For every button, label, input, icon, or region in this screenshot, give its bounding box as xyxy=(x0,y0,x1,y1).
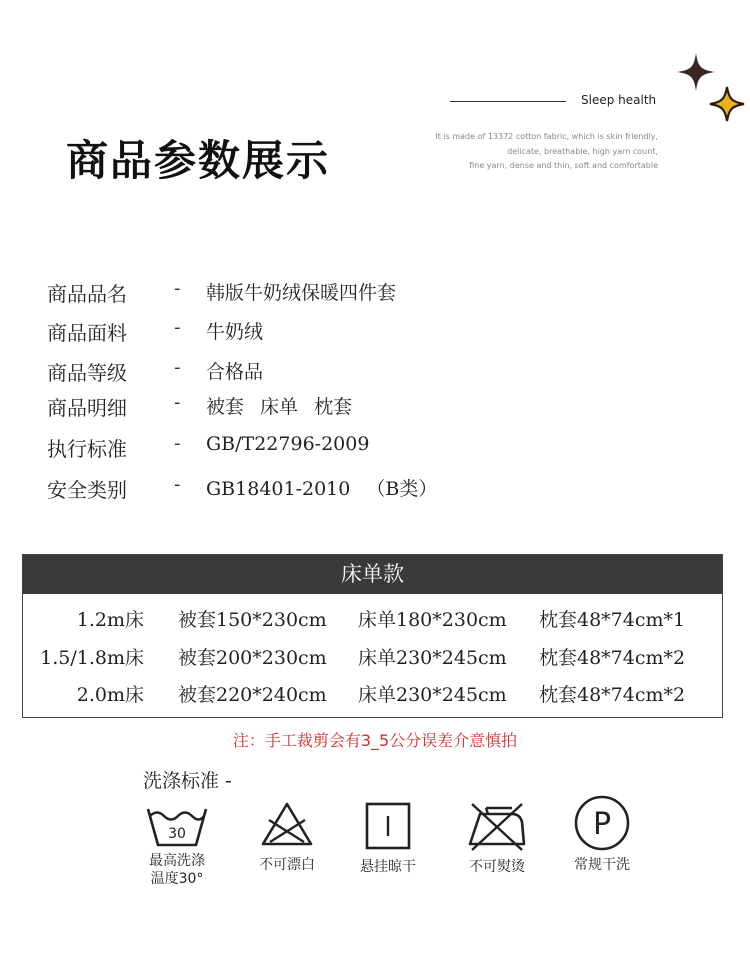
pillowcase-size-cell: 枕套48*74cm*1 xyxy=(539,609,686,631)
sheet-size-cell: 床单230*245cm xyxy=(358,684,507,706)
sheet-size-cell: 床单230*245cm xyxy=(358,647,507,669)
dry-clean-letter: P xyxy=(592,807,612,842)
tagline-divider xyxy=(450,101,566,102)
wash-temp-label xyxy=(146,852,208,888)
no-bleach-label: 不可漂白 xyxy=(259,857,315,873)
table-row xyxy=(23,677,722,713)
param-row-safety xyxy=(0,472,750,502)
hang-dry-label: 悬挂晾干 xyxy=(360,859,416,875)
param-dash: - xyxy=(174,317,181,338)
no-iron-icon xyxy=(466,800,528,852)
param-dash: - xyxy=(174,357,181,378)
description-line: delicate, breathable, high yarn count, xyxy=(507,146,658,156)
page-title: 商品参数展示 xyxy=(66,136,331,185)
wash-30-icon xyxy=(146,803,208,849)
param-label: 执行标准 xyxy=(47,437,127,461)
tagline: Sleep health xyxy=(581,93,657,107)
param-label: 商品品名 xyxy=(47,282,127,306)
param-row-details xyxy=(0,390,750,420)
washing-title: 洗涤标准 - xyxy=(143,770,232,792)
param-row-name xyxy=(0,276,750,306)
description-line: fine yarn, dense and thin, soft and comfortable xyxy=(469,161,658,170)
param-dash: - xyxy=(174,278,181,299)
param-label: 商品面料 xyxy=(47,321,127,345)
no-iron-label: 不可熨烫 xyxy=(469,859,525,875)
bed-size-cell: 1.2m床 xyxy=(76,609,144,631)
param-dash: - xyxy=(174,474,181,495)
wash-label-line: 温度30° xyxy=(150,871,204,887)
param-dash: - xyxy=(174,433,181,454)
no-bleach-icon xyxy=(260,800,314,848)
product-parameters xyxy=(0,272,750,512)
table-row xyxy=(23,640,722,676)
bed-size-cell: 2.0m床 xyxy=(76,684,144,706)
dry-clean-p-icon xyxy=(573,794,631,852)
size-table xyxy=(22,554,723,718)
param-dash: - xyxy=(174,392,181,413)
pillowcase-size-cell: 枕套48*74cm*2 xyxy=(539,684,686,706)
param-value: 牛奶绒 xyxy=(206,321,264,343)
param-value: 被套 床单 枕套 xyxy=(206,396,353,418)
param-label: 商品明细 xyxy=(47,396,127,420)
header-description xyxy=(420,130,658,174)
gold-star-icon xyxy=(708,85,746,123)
param-value: GB/T22796-2009 xyxy=(206,433,370,455)
param-row-standard xyxy=(0,431,750,461)
param-value: GB18401-2010 （B类） xyxy=(206,478,438,500)
description-line: It is made of 13372 cotton fabric, which is skin friendly, xyxy=(435,132,658,141)
size-table-title: 床单款 xyxy=(23,555,722,594)
duvet-size-cell: 被套200*230cm xyxy=(178,647,327,669)
pillowcase-size-cell: 枕套48*74cm*2 xyxy=(539,647,686,669)
error-note: 注：手工裁剪会有3_5公分误差介意慎拍 xyxy=(232,731,518,750)
param-label: 安全类别 xyxy=(47,478,127,502)
wash-label-line: 最高洗涤 xyxy=(149,853,205,869)
bed-size-cell: 1.5/1.8m床 xyxy=(40,647,144,669)
sheet-size-cell: 床单180*230cm xyxy=(358,609,507,631)
param-value: 合格品 xyxy=(206,361,264,383)
param-value: 韩版牛奶绒保暖四件套 xyxy=(206,282,397,304)
hang-dry-icon xyxy=(365,802,411,850)
param-row-fabric xyxy=(0,315,750,345)
duvet-size-cell: 被套220*240cm xyxy=(178,684,327,706)
wash-temperature: 30 xyxy=(168,826,186,842)
dry-clean-label: 常规干洗 xyxy=(574,857,630,873)
duvet-size-cell: 被套150*230cm xyxy=(178,609,327,631)
param-row-grade xyxy=(0,355,750,385)
param-label: 商品等级 xyxy=(47,361,127,385)
table-row xyxy=(23,602,722,638)
